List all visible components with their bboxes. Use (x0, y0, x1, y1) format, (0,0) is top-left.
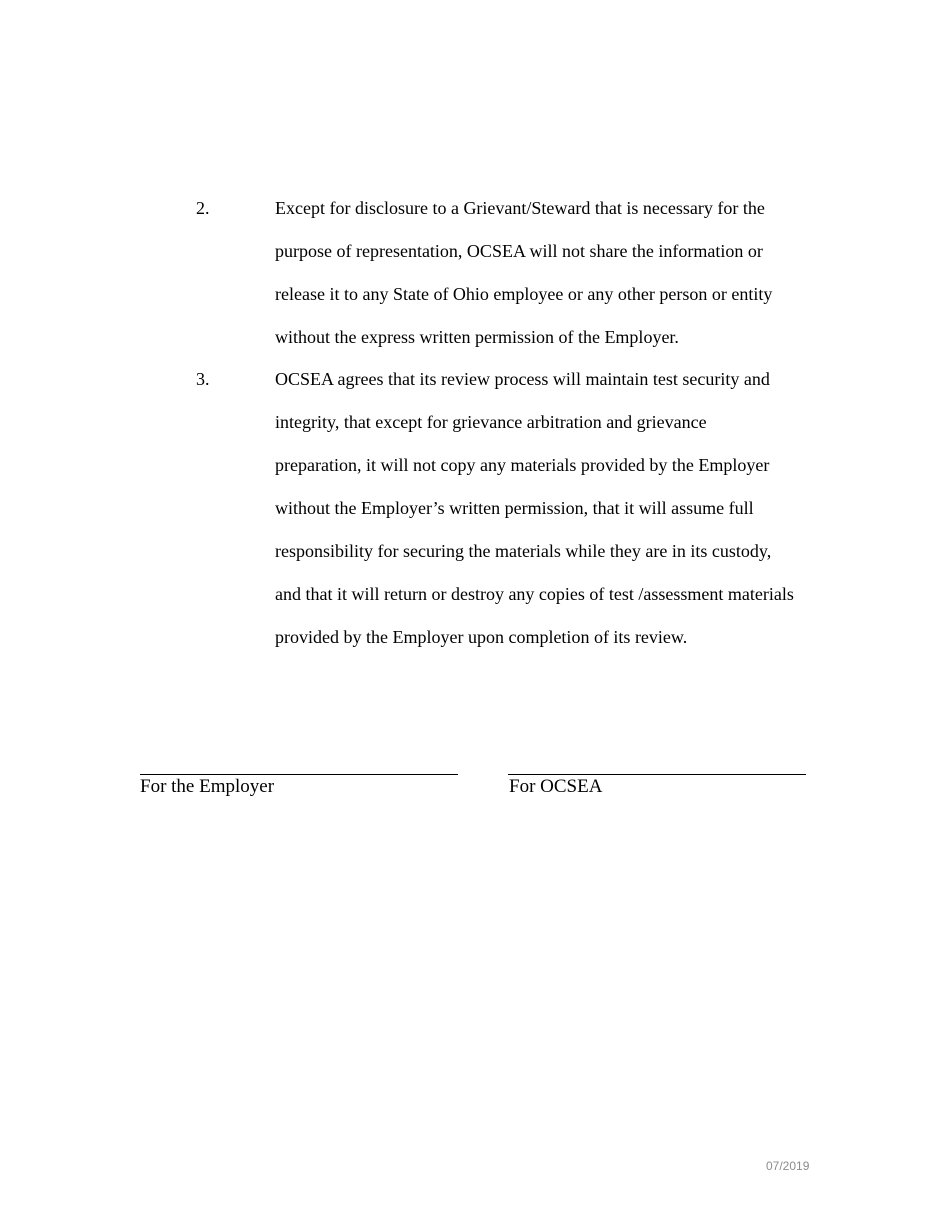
footer-date: 07/2019 (766, 1159, 810, 1173)
item-number: 2. (196, 198, 210, 218)
employer-signature-label: For the Employer (140, 776, 275, 797)
item-text: Except for disclosure to a Grievant/Steward that is necessary for the purpose of representation, OCSEA will not share the information or release it to any State of Ohio employee or any other person or entity without the express written permission of the Employer. (275, 198, 773, 347)
item-text: OCSEA agrees that its review process will maintain test security and integrity, that except for grievance arbitration and grievance preparation, it will not copy any materials provided by the Employer without the Employer’s written permission, that it will assume full responsibility for securing the materials while they are in its custody, and that it will return or destroy any copies of test /assessment materials provided by the Employer upon completion of its review. (275, 369, 794, 647)
ocsea-signature-label: For OCSEA (509, 776, 603, 797)
item-number: 3. (196, 369, 210, 389)
